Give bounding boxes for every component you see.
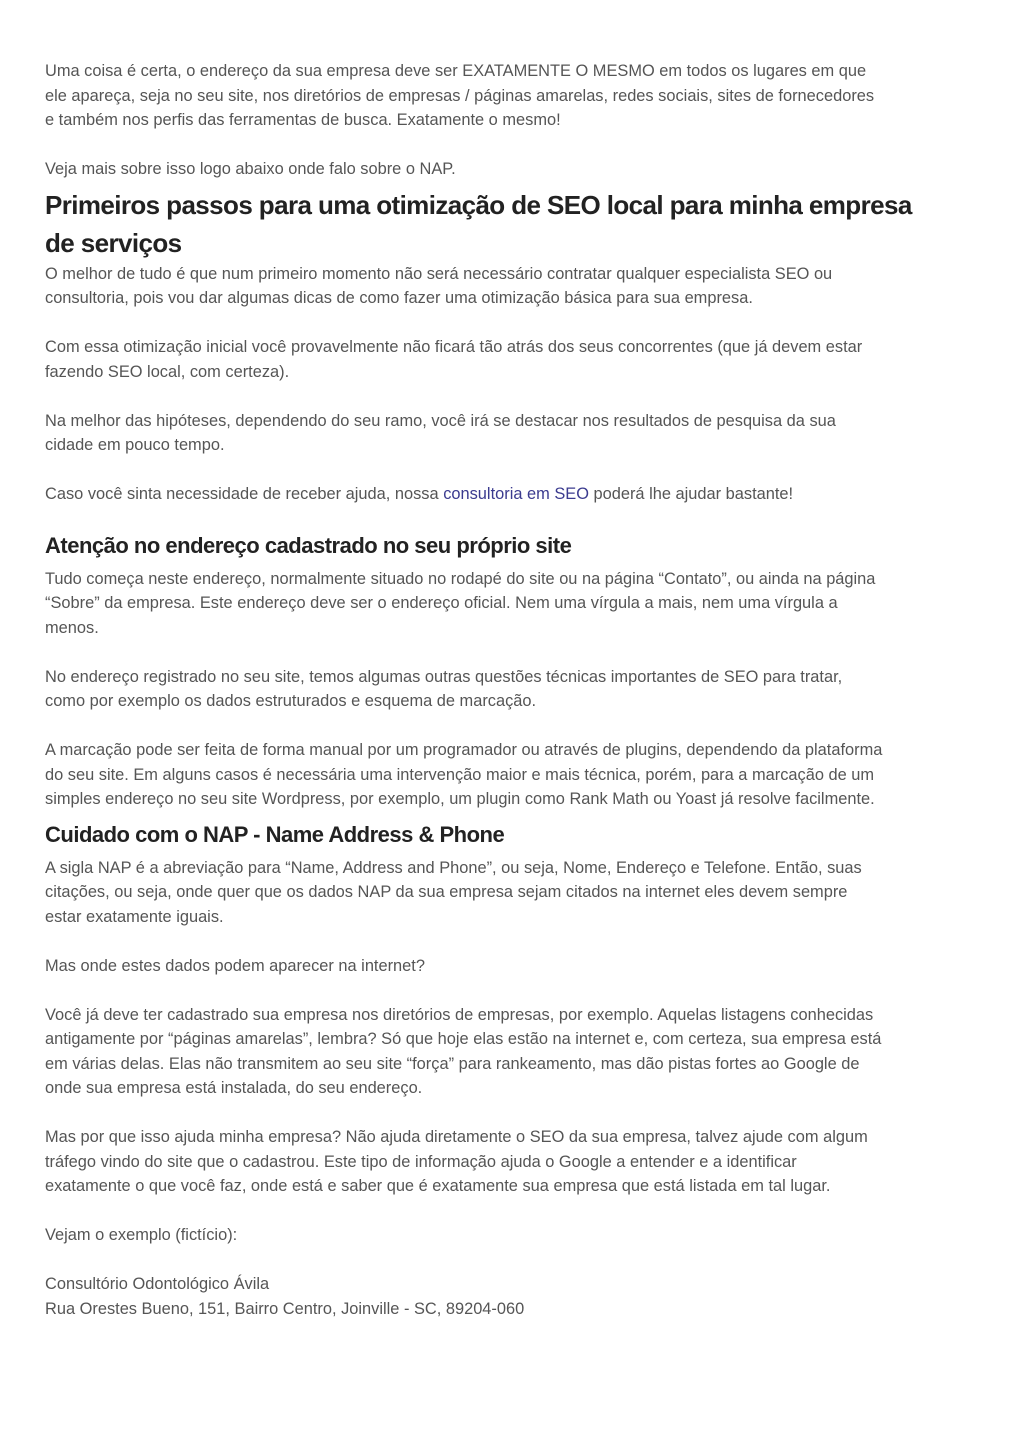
address-paragraph-3: A marcação pode ser feita de forma manual por um programador ou através de plugins, dependendo da plataforma do seu site. Em alguns casos é necessária uma intervenção maior e mais técnica, porém, para a marcação de um simples endereço no seu site Wordpress, por exemplo, um plugin como Rank Math ou Yoast já resolve facilmente. bbox=[45, 741, 883, 808]
section-heading-nap: Cuidado com o NAP - Name Address & Phone bbox=[45, 821, 505, 847]
section-heading-address: Atenção no endereço cadastrado no seu próprio site bbox=[45, 532, 572, 558]
intro-paragraph-1: Uma coisa é certa, o endereço da sua empresa deve ser EXATAMENTE O MESMO em todos os lugares em que ele apareça, seja no seu site, nos diretórios de empresas / páginas amarelas, redes sociais, sites de fornecedores e também nos perfis das ferramentas de busca. Exatamente o mesmo! bbox=[45, 62, 875, 129]
seo-consulting-link[interactable]: consultoria em SEO bbox=[443, 485, 589, 503]
nap-paragraph-4: Mas por que isso ajuda minha empresa? Não ajuda diretamente o SEO da sua empresa, talvez ajude com algum tráfego vindo do site que o cadastrou. Este tipo de informação ajuda o Google a entender e a identificar exatamente o que você faz, onde está e saber que é exatamente sua empresa que está listada em tal lugar. bbox=[45, 1128, 868, 1195]
nap-paragraph-2: Mas onde estes dados podem aparecer na internet? bbox=[45, 956, 425, 975]
nap-paragraph-5: Vejam o exemplo (fictício): bbox=[45, 1226, 238, 1244]
first-steps-paragraph-2: Com essa otimização inicial você provavelmente não ficará tão atrás dos seus concorrentes (que já devem estar fazendo SEO local, com certeza). bbox=[45, 338, 863, 381]
first-steps-paragraph-1: O melhor de tudo é que num primeiro momento não será necessário contratar qualquer especialista SEO ou consultoria, pois vou dar algumas dicas de como fazer uma otimização básica para sua empresa. bbox=[45, 264, 833, 307]
paragraph-text: poderá lhe ajudar bastante! bbox=[588, 485, 794, 503]
example-business-name: Consultório Odontológico Ávila bbox=[45, 1275, 270, 1293]
address-paragraph-1: Tudo começa neste endereço, normalmente situado no rodapé do site ou na página “Contato”, ou ainda na página “Sobre” da empresa. Este endereço deve ser o endereço oficial. Nem uma vírgula a mais, nem uma vírgula a menos. bbox=[45, 569, 876, 637]
paragraph-text: Caso você sinta necessidade de receber ajuda, nossa bbox=[45, 485, 444, 503]
nap-paragraph-1: A sigla NAP é a abreviação para “Name, Address and Phone”, ou seja, Nome, Endereço e Telefone. Então, suas citações, ou seja, onde quer que os dados NAP da sua empresa sejam citados na internet eles devem sempre estar exatamente iguais. bbox=[45, 858, 862, 926]
first-steps-paragraph-3: Na melhor das hipóteses, dependendo do seu ramo, você irá se destacar nos resultados de pesquisa da sua cidade em pouco tempo. bbox=[45, 411, 836, 454]
first-steps-paragraph-4 bbox=[45, 482, 885, 507]
nap-paragraph-3: Você já deve ter cadastrado sua empresa nos diretórios de empresas, por exemplo. Aquelas listagens conhecidas antigamente por “páginas amarelas”, lembra? Só que hoje elas estão na internet e, com certeza, sua empresa está em várias delas. Elas não transmitem ao seu site “força” para rankeamento, mas dão pistas fortes ao Google de onde sua empresa está instalada, do seu endereço. bbox=[45, 1005, 882, 1097]
document-page bbox=[45, 59, 945, 1321]
intro-paragraph-2: Veja mais sobre isso logo abaixo onde falo sobre o NAP. bbox=[45, 160, 456, 178]
example-business-address: Rua Orestes Bueno, 151, Bairro Centro, Joinville - SC, 89204-060 bbox=[45, 1299, 525, 1318]
section-heading-first-steps: Primeiros passos para uma otimização de SEO local para minha empresa de serviços bbox=[45, 189, 912, 258]
address-paragraph-2: No endereço registrado no seu site, temos algumas outras questões técnicas importantes de SEO para tratar, como por exemplo os dados estruturados e esquema de marcação. bbox=[45, 667, 843, 710]
